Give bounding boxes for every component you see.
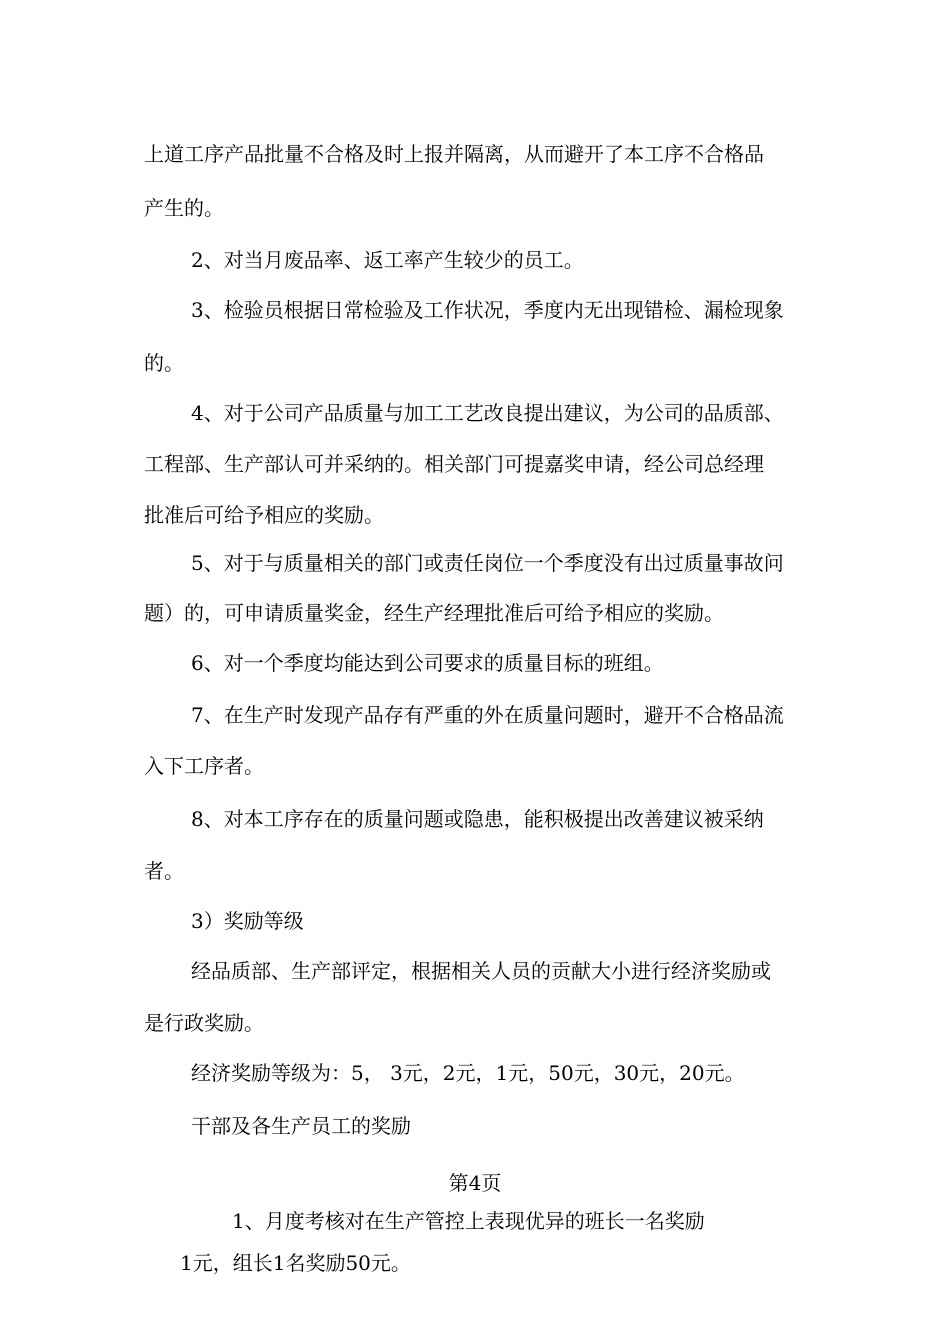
paragraph-line: 工程部、生产部认可并采纳的。相关部门可提嘉奖申请，经公司总经理 [144,452,764,476]
paragraph-line: 1元，组长1名奖励50元。 [180,1251,411,1275]
paragraph-line: 是行政奖励。 [144,1011,264,1035]
list-item-3: 3、检验员根据日常检验及工作状况，季度内无出现错检、漏检现象 [191,298,784,322]
subsection-heading: 干部及各生产员工的奖励 [191,1114,411,1138]
paragraph-line: 入下工序者。 [144,754,264,778]
paragraph-line: 产生的。 [144,196,224,220]
list-item-7: 7、在生产时发现产品存有严重的外在质量问题时，避开不合格品流 [191,703,784,727]
section-heading: 3）奖励等级 [191,909,304,933]
paragraph-line: 上道工序产品批量不合格及时上报并隔离，从而避开了本工序不合格品 [144,142,764,166]
list-item-4: 4、对于公司产品质量与加工工艺改良提出建议，为公司的品质部、 [191,401,784,425]
list-item-2: 2、对当月废品率、返工率产生较少的员工。 [191,248,584,272]
list-item-1: 1、月度考核对在生产管控上表现优异的班长一名奖励 [232,1209,705,1233]
list-item-6: 6、对一个季度均能达到公司要求的质量目标的班组。 [191,651,664,675]
paragraph-line: 批准后可给予相应的奖励。 [144,503,384,527]
paragraph-line: 经品质部、生产部评定，根据相关人员的贡献大小进行经济奖励或 [191,959,771,983]
paragraph-line: 题）的，可申请质量奖金，经生产经理批准后可给予相应的奖励。 [144,601,724,625]
list-item-8: 8、对本工序存在的质量问题或隐患，能积极提出改善建议被采纳 [191,807,764,831]
list-item-5: 5、对于与质量相关的部门或责任岗位一个季度没有出过质量事故问 [191,551,784,575]
page-number: 第4页 [448,1171,502,1195]
reward-levels-line: 经济奖励等级为：5， 3元，2元，1元，50元，30元，20元。 [191,1061,745,1085]
paragraph-line: 者。 [144,859,184,883]
paragraph-line: 的。 [144,351,184,375]
